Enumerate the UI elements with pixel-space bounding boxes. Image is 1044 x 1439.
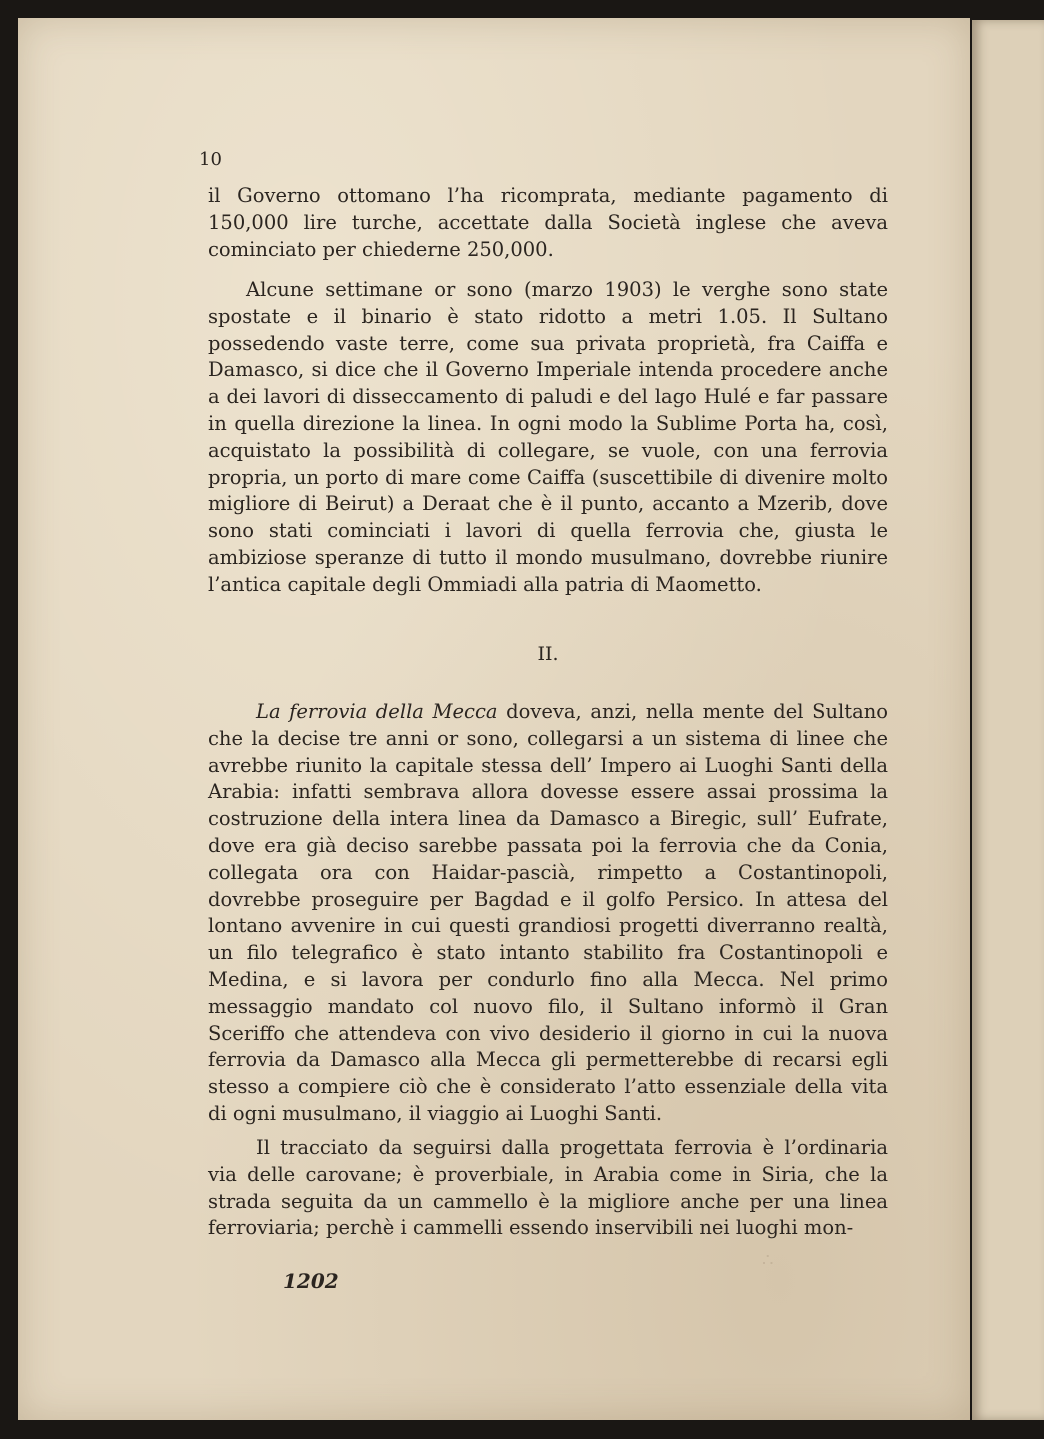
paragraph-1: il Governo ottomano l’ha ricomprata, mediante pagamento di 150,000 lire turche, accettate dalla Società inglese che aveva cominciato per chiederne 250,000. [208, 184, 888, 261]
paragraph-2: Alcune settimane or sono (marzo 1903) le verghe sono state spostate e il binario è stato ridotto a metri 1.05. Il Sultano possedendo vaste terre, come sua privata proprietà, fra Caiffa e Damasco, si dice che il Governo Imperiale intenda procedere anche a dei lavori di disseccamento di paludi e del lago Hulé e far passare in quella direzione la linea. In ogni modo la Sublime Porta ha, così, acquistato la possibilità di collegare, se vuole, con una ferrovia propria, un porto di mare come Caiffa (suscettibile di divenire molto migliore di Beirut) a Deraat che è il punto, accanto a Mzerib, dove sono stati cominciati i lavori di quella ferrovia che, giusta le ambiziose speranze di tutto il mondo musulmano, dovrebbe riunire l’antica capitale degli Ommiadi alla patria di Maometto. [208, 278, 888, 596]
book-page [18, 18, 970, 1420]
printer-signature-mark: 1202 [283, 1269, 339, 1293]
paragraph-3-body: doveva, anzi, nella mente del Sultano che la decise tre anni or sono, collegarsi a un sistema di linee che avrebbe riunito la capitale stessa dell’ Impero ai Luoghi Santi della Arabia: infatti sembrava allora dovesse essere assai prossima la costruzione della intera linea da Damasco a Biregic, sull’ Eufrate, dove era già deciso sarebbe passata poi la ferrovia che da Conia, collegata ora con Haidar-pascià, rimpetto a Costantinopoli, dovrebbe proseguire per Bagdad e il golfo Persico. In attesa del lontano avvenire in cui questi grandiosi progetti diverranno realtà, un filo telegrafico è stato intanto stabilito fra Costantinopoli e Medina, e si lavora per condurlo fino alla Mecca. Nel primo messaggio mandato col nuovo filo, il Sultano informò il Gran Sceriffo che attendeva con vivo desiderio il giorno in cui la nuova ferrovia da Damasco alla Mecca gli permetterebbe di recarsi egli stesso a compiere ciò che è considerato l’atto essenziale della vita di ogni musulmano, il viaggio ai Luoghi Santi. [208, 700, 888, 1125]
section-heading: II. [537, 643, 559, 665]
page-number: 10 [199, 149, 222, 170]
paragraph-3-italic-lead: La ferrovia della Mecca [256, 700, 498, 723]
paragraph-3 [208, 699, 888, 1128]
bleed-through-mark: ∴ [762, 1250, 774, 1271]
paragraph-4: Il tracciato da seguirsi dalla progettata ferrovia è l’ordinaria via delle carovane; è proverbiale, in Arabia come in Siria, che la strada seguita da un cammello è la migliore anche per una linea ferroviaria; perchè i cammelli essendo inservibili nei luoghi mon- [208, 1136, 888, 1240]
facing-page-edge [972, 20, 1044, 1420]
